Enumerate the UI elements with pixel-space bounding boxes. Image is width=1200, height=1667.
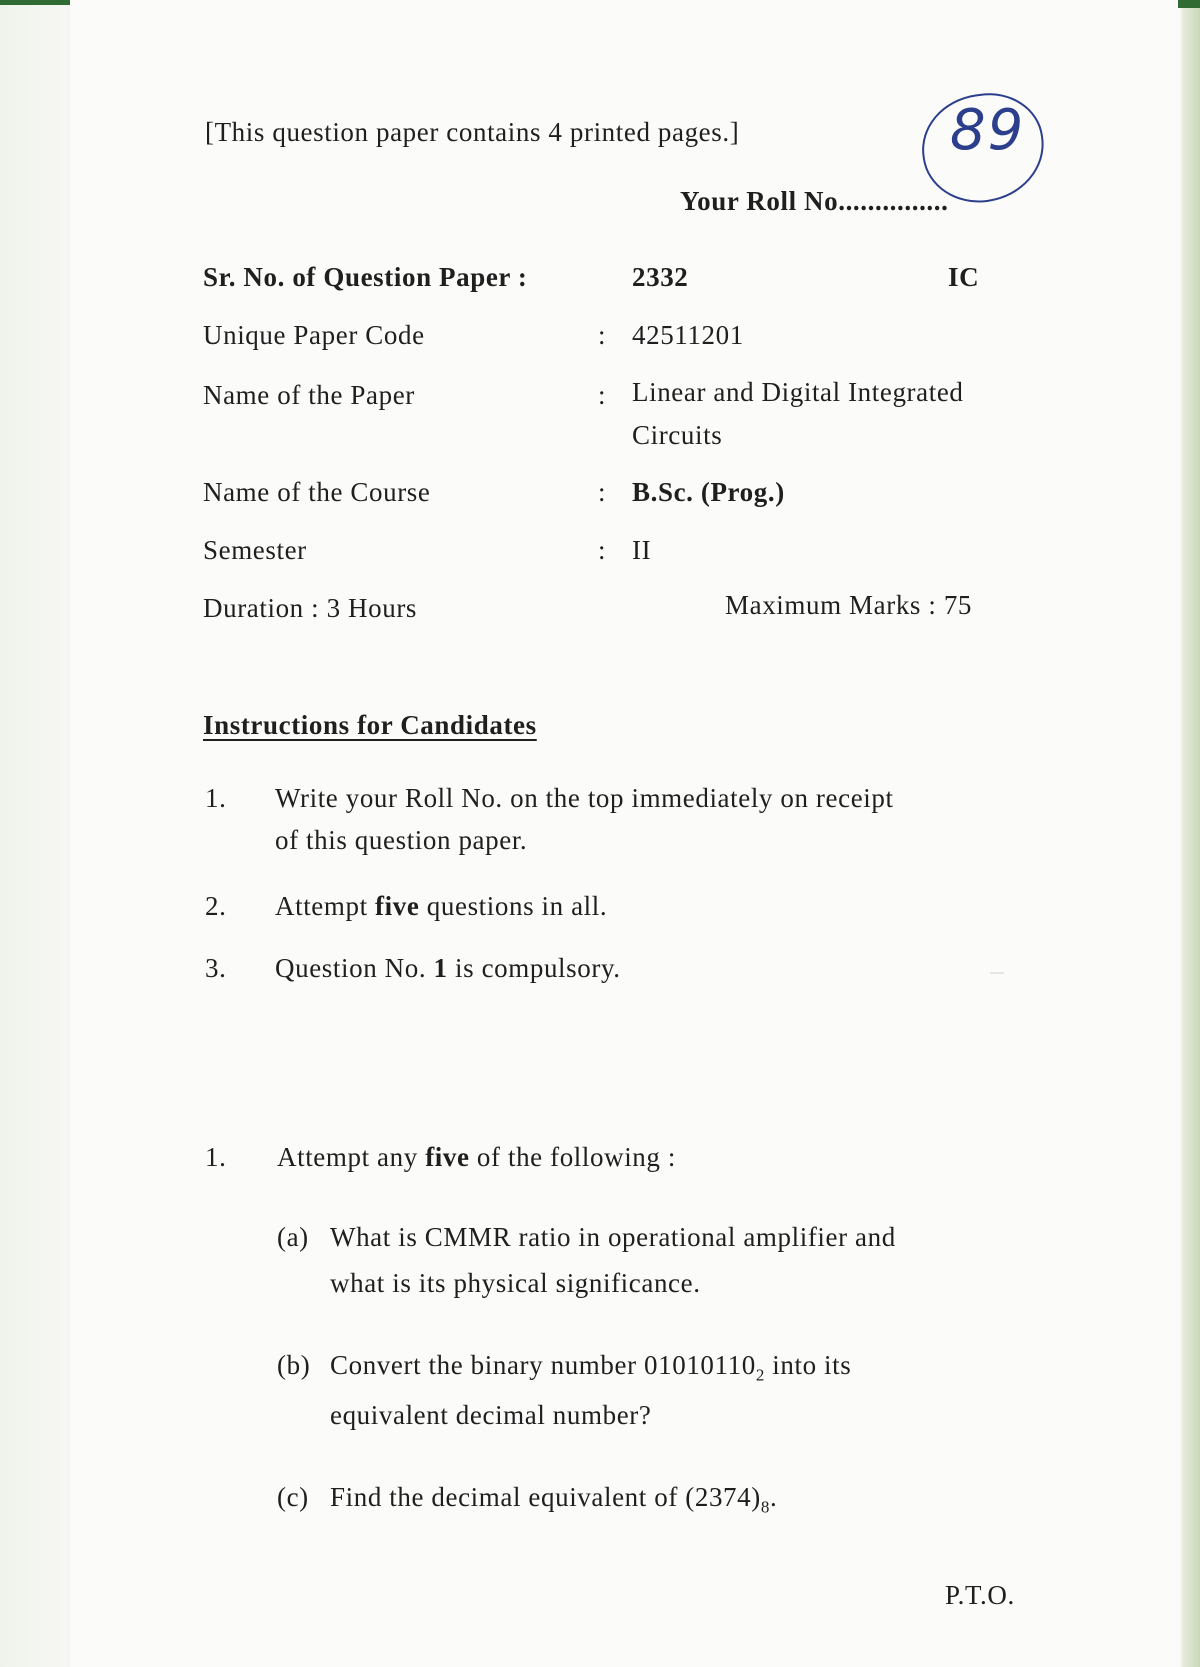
instruction-3-post: is compulsory. (447, 953, 621, 983)
part-b-line1 (330, 1350, 851, 1385)
semester-label: Semester (203, 535, 307, 565)
part-c-line1 (330, 1482, 777, 1517)
upc-label: Unique Paper Code (203, 320, 425, 350)
scan-left-margin (0, 0, 68, 1667)
course-name-colon: : (598, 477, 607, 507)
please-turn-over: P.T.O. (945, 1580, 1015, 1610)
instruction-number: 1. (205, 783, 227, 813)
scan-green-edge-right (1178, 0, 1200, 8)
part-b-line1-post: into its (764, 1350, 852, 1380)
instruction-2-post: questions in all. (419, 891, 608, 921)
sr-no-label: Sr. No. of Question Paper : (203, 262, 528, 292)
semester-colon: : (598, 535, 607, 565)
upc-colon: : (598, 320, 607, 350)
part-c-base-subscript: 8 (760, 1497, 770, 1517)
duration: Duration : 3 Hours (203, 593, 418, 623)
instruction-2-pre: Attempt (275, 891, 376, 921)
question-1-stem (277, 1142, 676, 1173)
semester-value: II (632, 535, 652, 565)
part-b-label: (b) (277, 1350, 311, 1380)
paper-name-label: Name of the Paper (203, 380, 415, 410)
part-c-line1-pre: Find the decimal equivalent of (2374) (330, 1482, 761, 1512)
part-a-line2: what is its physical significance. (330, 1268, 701, 1298)
question-1-post: of the following : (469, 1142, 676, 1172)
instruction-3-text (275, 953, 621, 984)
instruction-2-text (275, 891, 607, 922)
part-c-line1-post: . (769, 1482, 778, 1512)
sr-no-code: IC (948, 262, 980, 292)
part-a-line1: What is CMMR ratio in operational amplifier and (330, 1222, 896, 1252)
instruction-number: 3. (205, 953, 227, 983)
handwritten-stamp-number: 89 (950, 98, 1026, 163)
maximum-marks: Maximum Marks : 75 (725, 590, 973, 620)
instruction-3-bold: 1 (433, 953, 448, 983)
question-1-bold: five (425, 1142, 470, 1172)
part-b-line1-pre: Convert the binary number 01010110 (330, 1350, 756, 1380)
part-c-label: (c) (277, 1482, 309, 1512)
roll-no-label: Your Roll No............... (680, 186, 949, 216)
part-b-base-subscript: 2 (755, 1365, 765, 1385)
instruction-number: 2. (205, 891, 227, 921)
instruction-1-line1: Write your Roll No. on the top immediately on receipt (275, 783, 894, 813)
course-name-value: B.Sc. (Prog.) (632, 477, 785, 507)
pages-note: [This question paper contains 4 printed pages.] (205, 117, 740, 147)
instruction-3-pre: Question No. (275, 953, 434, 983)
scan-right-edge (1182, 0, 1200, 1667)
scan-green-edge-left (0, 0, 70, 5)
upc-value: 42511201 (632, 320, 744, 350)
instruction-2-bold: five (375, 891, 420, 921)
paper-name-line2: Circuits (632, 420, 723, 450)
question-1-pre: Attempt any (277, 1142, 426, 1172)
course-name-label: Name of the Course (203, 477, 431, 507)
part-b-line2: equivalent decimal number? (330, 1400, 652, 1430)
instructions-heading: Instructions for Candidates (203, 710, 537, 740)
part-a-label: (a) (277, 1222, 309, 1252)
sr-no-value: 2332 (632, 262, 689, 292)
paper-name-line1: Linear and Digital Integrated (632, 377, 964, 407)
question-number: 1. (205, 1142, 227, 1172)
instruction-1-line2: of this question paper. (275, 825, 528, 855)
paper-name-colon: : (598, 380, 607, 410)
scan-mark (990, 972, 1004, 974)
